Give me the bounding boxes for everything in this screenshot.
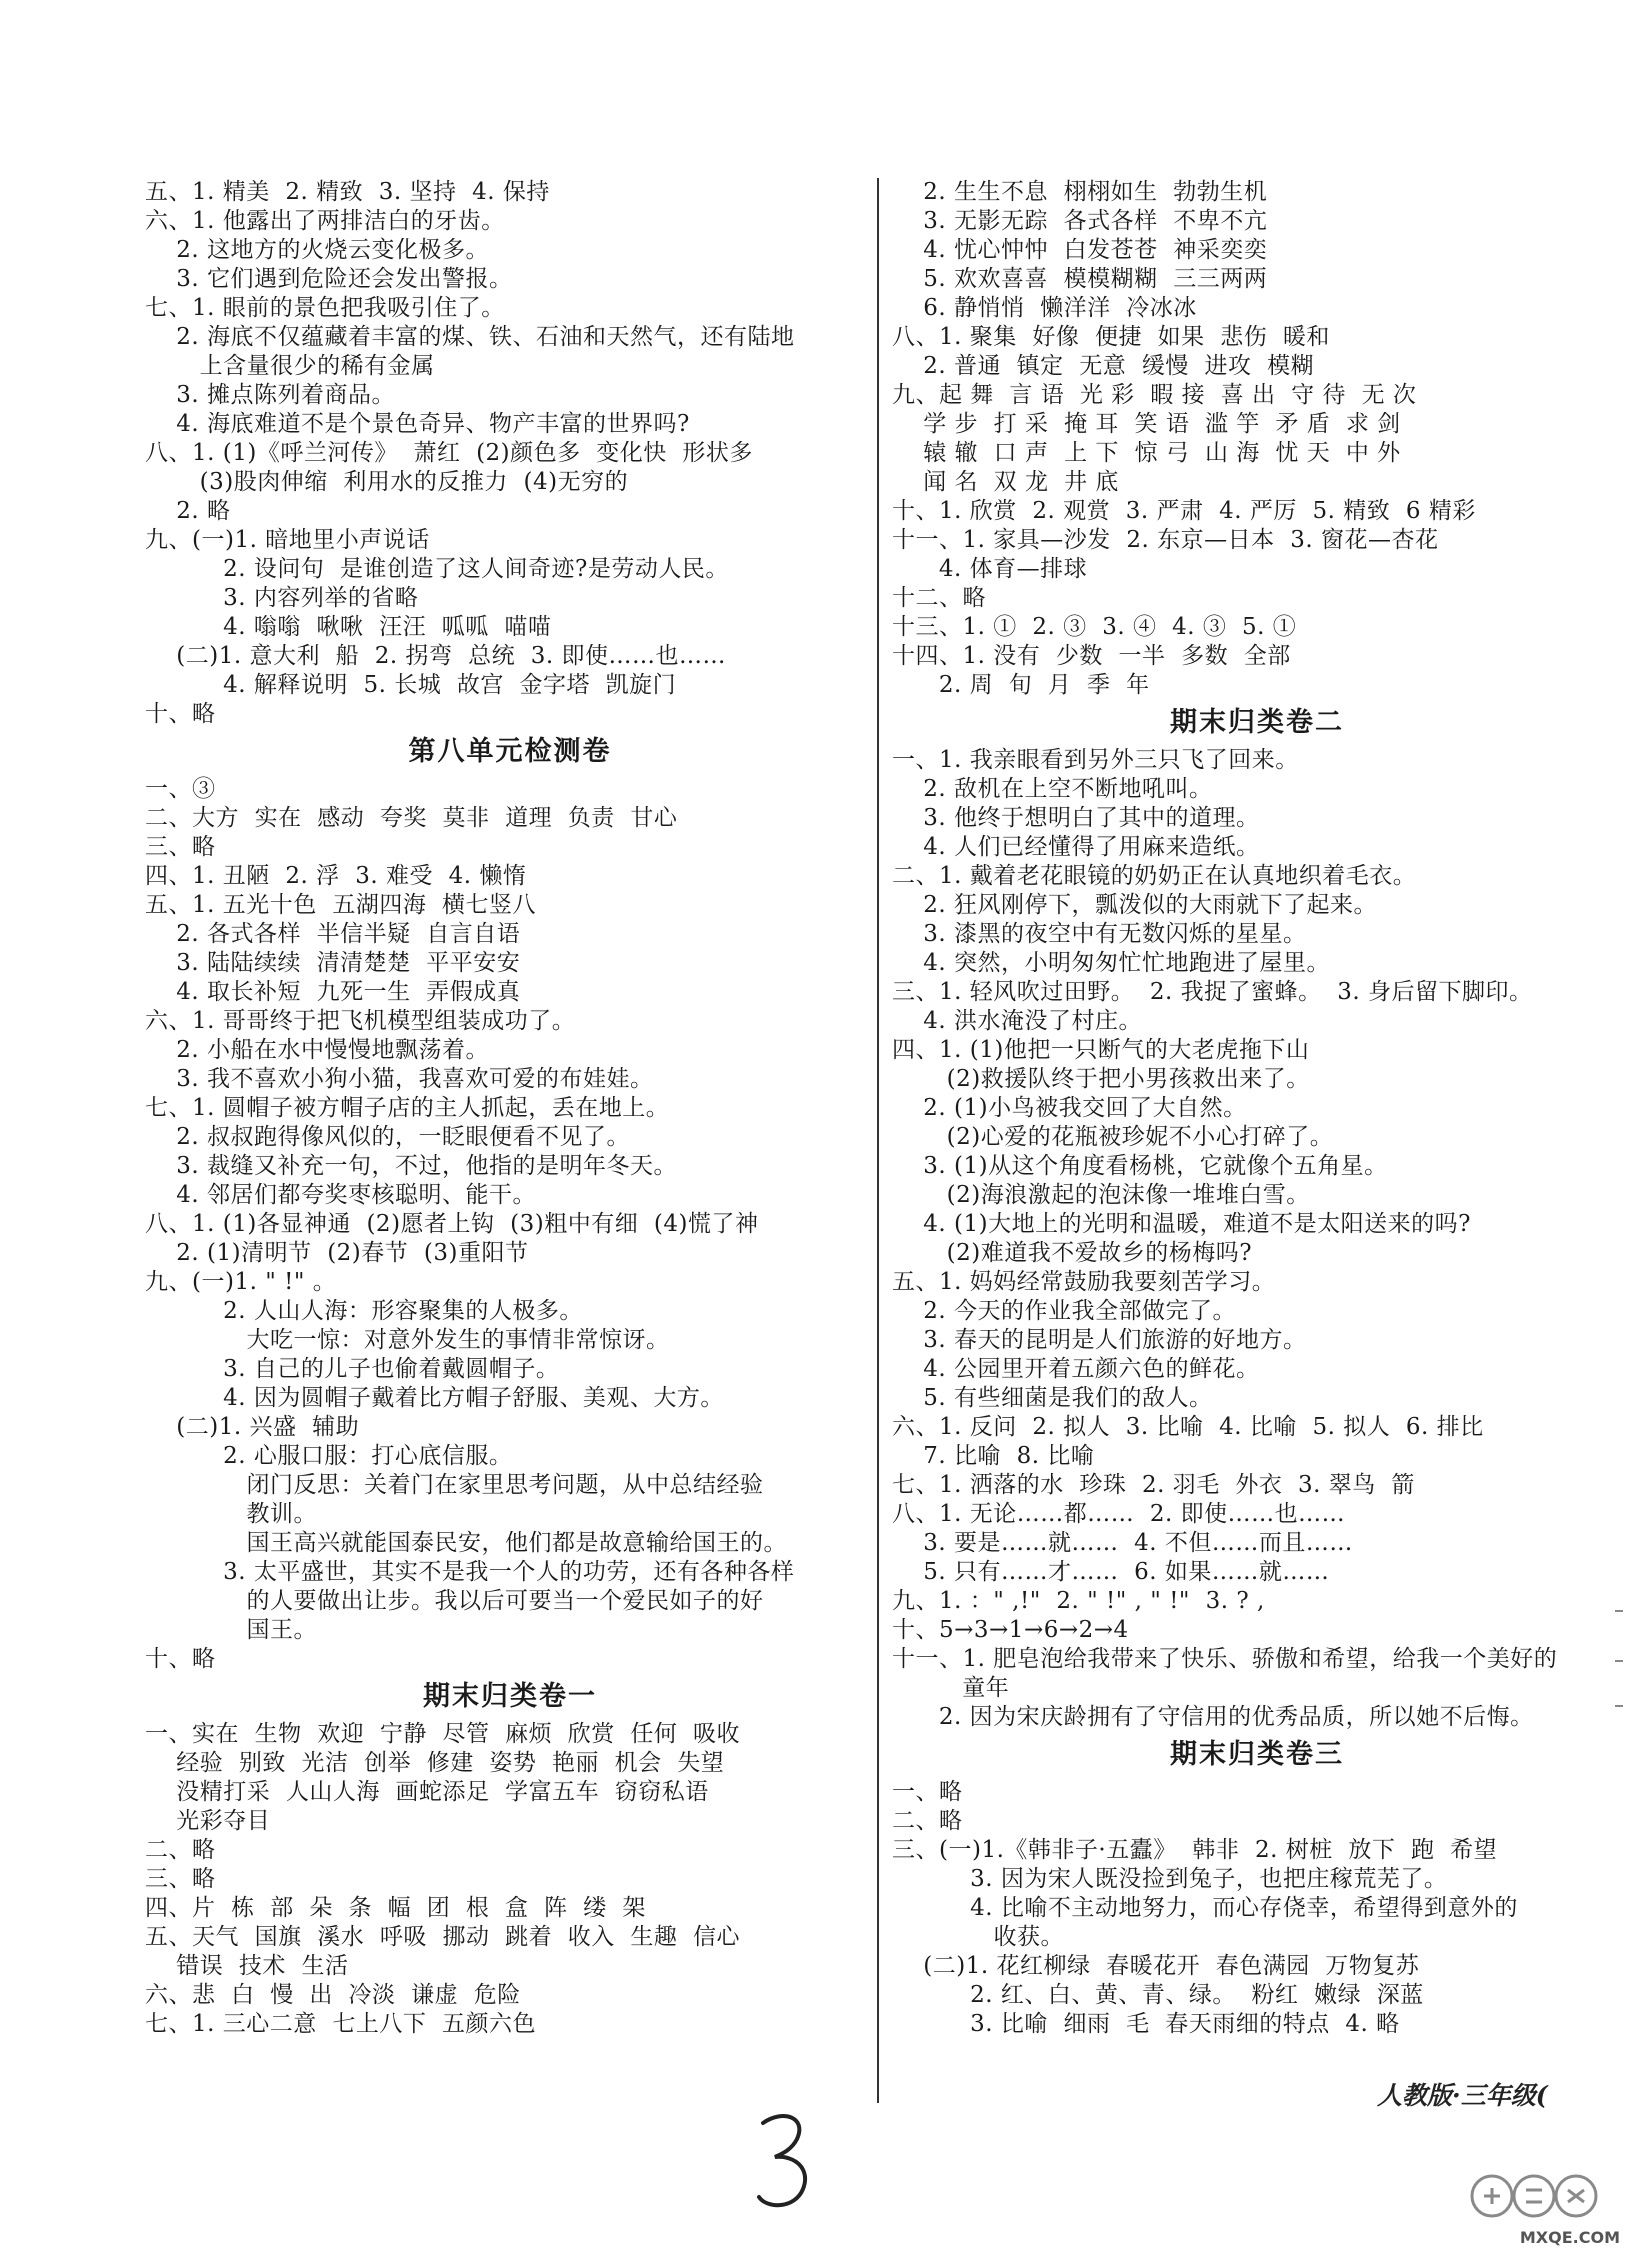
answer-line: 十一、1. 家具—沙发 2. 东京—日本 3. 窗花—杏花 [892, 527, 1439, 553]
answer-line: 3. 裁缝又补充一句，不过，他指的是明年冬天。 [145, 1153, 677, 1179]
column-divider [877, 178, 879, 2103]
answer-line: 三、略 [145, 834, 216, 860]
answer-line: 2. 人山人海：形容聚集的人极多。 [145, 1298, 583, 1324]
answer-line: 4. 公园里开着五颜六色的鲜花。 [892, 1356, 1260, 1382]
answer-line: 二、略 [892, 1808, 963, 1834]
answer-line: (2)海浪激起的泡沫像一堆堆白雪。 [892, 1182, 1310, 1208]
answer-line: 2. (1)清明节 (2)春节 (3)重阳节 [145, 1240, 529, 1266]
answer-line: 4. 洪水淹没了村庄。 [892, 1008, 1142, 1034]
left-column [145, 178, 875, 2039]
scan-edge-mark [1615, 1705, 1623, 1707]
answer-line: 4. (1)大地上的光明和温暖，难道不是太阳送来的吗? [892, 1211, 1471, 1237]
answer-line: 2. 小船在水中慢慢地飘荡着。 [145, 1037, 489, 1063]
answer-line: 3. 漆黑的夜空中有无数闪烁的星星。 [892, 921, 1307, 947]
answer-line: 六、悲 白 慢 出 冷淡 谦虚 危险 [145, 1982, 521, 2008]
answer-line: 没精打采 人山人海 画蛇添足 学富五车 窃窃私语 [145, 1779, 709, 1805]
answer-line: 4. 比喻不主动地努力，而心存侥幸，希望得到意外的 [892, 1895, 1518, 1921]
answer-line: 2. 叔叔跑得像风似的，一眨眼便看不见了。 [145, 1124, 630, 1150]
scan-edge-mark [1615, 1660, 1623, 1662]
answer-line: 闻 名 双 龙 井 底 [892, 469, 1119, 495]
answer-line: 十、5→3→1→6→2→4 [892, 1617, 1129, 1643]
answer-line: (二)1. 兴盛 辅助 [145, 1414, 360, 1440]
answer-line: 国王。 [145, 1617, 318, 1643]
answer-line: 四、1. 丑陋 2. 浮 3. 难受 4. 懒惰 [145, 863, 527, 889]
answer-line: 3. 陆陆续续 清清楚楚 平平安安 [145, 950, 521, 976]
site-watermark [1462, 2168, 1628, 2253]
answer-line: 七、1. 三心二意 七上八下 五颜六色 [145, 2011, 536, 2037]
answer-line: 三、(一)1.《韩非子·五蠹》 韩非 2. 树桩 放下 跑 希望 [892, 1837, 1498, 1863]
answer-line: 6. 静悄悄 懒洋洋 冷冰冰 [892, 295, 1197, 321]
answer-line: (二)1. 意大利 船 2. 拐弯 总统 3. 即使……也…… [145, 643, 726, 669]
answer-line: 5. 有些细菌是我们的敌人。 [892, 1385, 1213, 1411]
answer-line: 的人要做出让步。我以后可要当一个爱民如子的好 [145, 1588, 764, 1614]
answer-line: 学 步 打 采 掩 耳 笑 语 滥 竽 矛 盾 求 剑 [892, 411, 1401, 437]
answer-line: 十、略 [145, 701, 216, 727]
answer-line: 五、天气 国旗 溪水 呼吸 挪动 跳着 收入 生趣 信心 [145, 1924, 740, 1950]
handwritten-page-number [745, 2105, 825, 2215]
answer-line: 十四、1. 没有 少数 一半 多数 全部 [892, 643, 1291, 669]
answer-line: 一、略 [892, 1779, 963, 1805]
answer-line: 收获。 [892, 1924, 1065, 1950]
answer-line: 7. 比喻 8. 比喻 [892, 1443, 1095, 1469]
answer-line: 九、(一)1. " !" 。 [145, 1269, 337, 1295]
answer-line: 五、1. 妈妈经常鼓励我要刻苦学习。 [892, 1269, 1276, 1295]
answer-line: 4. 海底难道不是个景色奇异、物产丰富的世界吗? [145, 411, 690, 437]
answer-line: 四、片 栋 部 朵 条 幅 团 根 盒 阵 缕 架 [145, 1895, 646, 1921]
answer-line: 教训。 [145, 1501, 318, 1527]
answer-line: 3. 要是……就…… 4. 不但……而且…… [892, 1530, 1353, 1556]
answer-line: 闭门反思：关着门在家里思考问题，从中总结经验 [145, 1472, 764, 1498]
answer-line: 十一、1. 肥皂泡给我带来了快乐、骄傲和希望，给我一个美好的 [892, 1646, 1558, 1672]
answer-line: 七、1. 圆帽子被方帽子店的主人抓起，丢在地上。 [145, 1095, 670, 1121]
answer-line: 八、1. (1)《呼兰河传》 萧红 (2)颜色多 变化快 形状多 [145, 440, 753, 466]
answer-line: 4. 因为圆帽子戴着比方帽子舒服、美观、大方。 [145, 1385, 724, 1411]
answer-line: 九、起 舞 言 语 光 彩 暇 接 喜 出 守 待 无 次 [892, 382, 1417, 408]
answer-line: 2. 生生不息 栩栩如生 勃勃生机 [892, 179, 1268, 205]
section-heading: 期末归类卷一 [423, 1681, 597, 1712]
answer-line: 2. 设问句 是谁创造了这人间奇迹?是劳动人民。 [145, 556, 729, 582]
answer-line: 经验 别致 光洁 创举 修建 姿势 艳丽 机会 失望 [145, 1750, 725, 1776]
answer-line: 六、1. 反问 2. 拟人 3. 比喻 4. 比喻 5. 拟人 6. 排比 [892, 1414, 1484, 1440]
answer-line: 2. 今天的作业我全部做完了。 [892, 1298, 1236, 1324]
watermark-logo-icon [1462, 2168, 1628, 2228]
answer-line: 九、1. ：" ,!" 2. " !" , " !" 3. ? , [892, 1588, 1265, 1614]
answer-line: 3. 自己的儿子也偷着戴圆帽子。 [145, 1356, 560, 1382]
answer-line: 童年 [892, 1675, 1010, 1701]
answer-line: (2)难道我不爱故乡的杨梅吗? [892, 1240, 1253, 1266]
answer-line: 2. 敌机在上空不断地吼叫。 [892, 776, 1213, 802]
answer-line: 3. 春天的昆明是人们旅游的好地方。 [892, 1327, 1307, 1353]
answer-line: 辕 辙 口 声 上 下 惊 弓 山 海 忧 天 中 外 [892, 440, 1401, 466]
answer-line: 错误 技术 生活 [145, 1953, 349, 1979]
answer-line: 4. 取长补短 九死一生 弄假成真 [145, 979, 521, 1005]
answer-line: 4. 邻居们都夸奖枣核聪明、能干。 [145, 1182, 536, 1208]
answer-line: 4. 解释说明 5. 长城 故宫 金字塔 凯旋门 [145, 672, 677, 698]
answer-line: 大吃一惊：对意外发生的事情非常惊讶。 [145, 1327, 670, 1353]
answer-line: (3)股肉伸缩 利用水的反推力 (4)无穷的 [145, 469, 629, 495]
answer-line: 六、1. 他露出了两排洁白的牙齿。 [145, 208, 505, 234]
answer-line: 五、1. 精美 2. 精致 3. 坚持 4. 保持 [145, 179, 550, 205]
answer-line: 十二、略 [892, 585, 986, 611]
answer-line: 3. 内容列举的省略 [145, 585, 419, 611]
right-column [892, 178, 1622, 2039]
answer-line: 上含量很少的稀有金属 [145, 353, 435, 379]
answer-line: 光彩夺目 [145, 1808, 271, 1834]
answer-line: (二)1. 花红柳绿 春暖花开 春色满园 万物复苏 [892, 1953, 1420, 1979]
answer-line: 一、1. 我亲眼看到另外三只飞了回来。 [892, 747, 1299, 773]
answer-line: 3. (1)从这个角度看杨桃，它就像个五角星。 [892, 1153, 1388, 1179]
section-heading: 期末归类卷二 [1170, 707, 1344, 738]
answer-line: 五、1. 五光十色 五湖四海 横七竖八 [145, 892, 536, 918]
answer-line: 十三、1. ① 2. ③ 3. ④ 4. ③ 5. ① [892, 614, 1297, 640]
answer-line: 4. 嗡嗡 啾啾 汪汪 呱呱 喵喵 [145, 614, 552, 640]
edition-tag: 人教版·三年级( [1377, 2081, 1548, 2110]
answer-line: 3. 无影无踪 各式各样 不卑不亢 [892, 208, 1268, 234]
answer-line: 一、③ [145, 776, 216, 802]
answer-line: 5. 只有……才…… 6. 如果……就…… [892, 1559, 1330, 1585]
answer-line: 四、1. (1)他把一只断气的大老虎拖下山 [892, 1037, 1310, 1063]
answer-line: (2)心爱的花瓶被珍妮不小心打碎了。 [892, 1124, 1334, 1150]
answer-line: 八、1. 聚集 好像 便捷 如果 悲伤 暖和 [892, 324, 1330, 350]
answer-line: 八、1. (1)各显神通 (2)愿者上钩 (3)粗中有细 (4)慌了神 [145, 1211, 759, 1237]
answer-line: 十、1. 欣赏 2. 观赏 3. 严肃 4. 严厉 5. 精致 6 精彩 [892, 498, 1476, 524]
answer-line: 2. 这地方的火烧云变化极多。 [145, 237, 489, 263]
answer-line: 3. 因为宋人既没捡到兔子，也把庄稼荒芜了。 [892, 1866, 1448, 1892]
answer-line: 5. 欢欢喜喜 模模糊糊 三三两两 [892, 266, 1268, 292]
answer-line: 3. 摊点陈列着商品。 [145, 382, 395, 408]
answer-line: 二、略 [145, 1837, 216, 1863]
answer-line: 2. 各式各样 半信半疑 自言自语 [145, 921, 521, 947]
section-heading: 期末归类卷三 [1170, 1739, 1344, 1770]
answer-line: 2. 红、白、黄、青、绿。 粉红 嫩绿 深蓝 [892, 1982, 1424, 2008]
answer-line: 十、略 [145, 1646, 216, 1672]
answer-line: 2. (1)小鸟被我交回了大自然。 [892, 1095, 1247, 1121]
answer-line: 六、1. 哥哥终于把飞机模型组装成功了。 [145, 1008, 576, 1034]
scan-edge-mark [1615, 1610, 1623, 1612]
answer-line: 三、1. 轻风吹过田野。 2. 我捉了蜜蜂。 3. 身后留下脚印。 [892, 979, 1533, 1005]
answer-line: 七、1. 眼前的景色把我吸引住了。 [145, 295, 505, 321]
answer-line: 2. 狂风刚停下，瓢泼似的大雨就下了起来。 [892, 892, 1377, 918]
answer-line: 三、略 [145, 1866, 216, 1892]
answer-line: 3. 比喻 细雨 毛 春天雨细的特点 4. 略 [892, 2011, 1400, 2037]
answer-line: 3. 太平盛世，其实不是我一个人的功劳，还有各种各样 [145, 1559, 795, 1585]
answer-line: 4. 突然，小明匆匆忙忙地跑进了屋里。 [892, 950, 1330, 976]
answer-line: 七、1. 洒落的水 珍珠 2. 羽毛 外衣 3. 翠鸟 箭 [892, 1472, 1415, 1498]
answer-line: 3. 我不喜欢小狗小猫，我喜欢可爱的布娃娃。 [145, 1066, 654, 1092]
answer-line: 2. 心服口服：打心底信服。 [145, 1443, 513, 1469]
answer-line: 2. 普通 镇定 无意 缓慢 进攻 模糊 [892, 353, 1315, 379]
answer-line: 二、1. 戴着老花眼镜的奶奶正在认真地织着毛衣。 [892, 863, 1417, 889]
answer-line: 九、(一)1. 暗地里小声说话 [145, 527, 430, 553]
answer-line: 二、大方 实在 感动 夸奖 莫非 道理 负责 甘心 [145, 805, 678, 831]
answer-line: 4. 人们已经懂得了用麻来造纸。 [892, 834, 1260, 860]
answer-line: 2. 周 旬 月 季 年 [892, 672, 1150, 698]
answer-line: 八、1. 无论……都…… 2. 即使……也…… [892, 1501, 1346, 1527]
answer-line: 4. 忧心忡忡 白发苍苍 神采奕奕 [892, 237, 1268, 263]
answer-line: 4. 体育—排球 [892, 556, 1088, 582]
answer-line: 3. 他终于想明白了其中的道理。 [892, 805, 1260, 831]
section-heading: 第八单元检测卷 [408, 736, 612, 767]
answer-line: 2. 海底不仅蕴藏着丰富的煤、铁、石油和天然气，还有陆地 [145, 324, 795, 350]
answer-line: 一、实在 生物 欢迎 宁静 尽管 麻烦 欣赏 任何 吸收 [145, 1721, 740, 1747]
answer-line: 2. 因为宋庆龄拥有了守信用的优秀品质，所以她不后悔。 [892, 1704, 1534, 1730]
answer-line: 2. 略 [145, 498, 231, 524]
watermark-url: MXQE.COM [1519, 2228, 1620, 2247]
answer-line: 3. 它们遇到危险还会发出警报。 [145, 266, 513, 292]
answer-line: (2)救援队终于把小男孩救出来了。 [892, 1066, 1310, 1092]
answer-line: 国王高兴就能国泰民安，他们都是故意输给国王的。 [145, 1530, 788, 1556]
